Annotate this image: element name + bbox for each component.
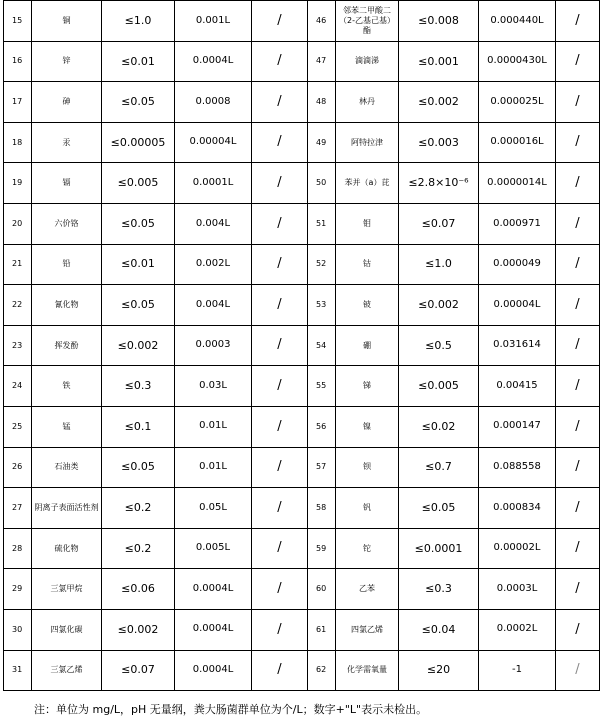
limit-value: ≤0.002 (399, 82, 479, 123)
result-value: 0.002L (175, 244, 252, 285)
item-name: 铍 (336, 285, 399, 326)
item-name: 钒 (336, 488, 399, 529)
item-name: 石油类 (32, 447, 102, 488)
limit-value: ≤0.01 (102, 244, 175, 285)
remark: / (252, 488, 308, 529)
item-name: 阴离子表面活性剂 (32, 488, 102, 529)
result-value: 0.0004L (175, 569, 252, 610)
item-number: 54 (308, 325, 336, 366)
item-name: 三氯甲烷 (32, 569, 102, 610)
table-row (4, 41, 600, 82)
item-name: 氰化物 (32, 285, 102, 326)
remark: / (556, 122, 600, 163)
item-number: 57 (308, 447, 336, 488)
result-value: 0.0000014L (479, 163, 556, 204)
item-name: 乙苯 (336, 569, 399, 610)
item-name: 硫化物 (32, 528, 102, 569)
item-number: 50 (308, 163, 336, 204)
item-name: 镉 (32, 163, 102, 204)
remark: / (556, 650, 600, 691)
limit-value: ≤0.02 (399, 406, 479, 447)
remark: / (252, 1, 308, 42)
remark: / (252, 163, 308, 204)
remark: / (252, 569, 308, 610)
limit-value: ≤0.04 (399, 609, 479, 650)
remark: / (252, 325, 308, 366)
remark: / (252, 82, 308, 123)
result-value: 0.004L (175, 285, 252, 326)
remark: / (556, 609, 600, 650)
limit-value: ≤2.8×10⁻⁶ (399, 163, 479, 204)
item-name: 钡 (336, 447, 399, 488)
item-number: 23 (4, 325, 32, 366)
table-row (4, 122, 600, 163)
limit-value: ≤0.05 (102, 285, 175, 326)
remark: / (556, 569, 600, 610)
result-value: 0.00415 (479, 366, 556, 407)
limit-value: ≤0.008 (399, 1, 479, 42)
item-name: 六价铬 (32, 203, 102, 244)
item-number: 58 (308, 488, 336, 529)
results-table (3, 0, 600, 691)
table-row (4, 163, 600, 204)
result-value: 0.0004L (175, 609, 252, 650)
limit-value: ≤0.001 (399, 41, 479, 82)
item-number: 19 (4, 163, 32, 204)
remark: / (556, 528, 600, 569)
result-value: 0.0001L (175, 163, 252, 204)
table-row (4, 528, 600, 569)
limit-value: ≤0.005 (399, 366, 479, 407)
item-name: 三氯乙烯 (32, 650, 102, 691)
result-value: 0.0008 (175, 82, 252, 123)
table-row (4, 244, 600, 285)
item-number: 22 (4, 285, 32, 326)
item-number: 26 (4, 447, 32, 488)
limit-value: ≤0.002 (102, 325, 175, 366)
remark: / (252, 41, 308, 82)
result-value: 0.005L (175, 528, 252, 569)
result-value: 0.000147 (479, 406, 556, 447)
item-name: 阿特拉津 (336, 122, 399, 163)
item-name: 锰 (32, 406, 102, 447)
item-name: 硼 (336, 325, 399, 366)
result-value: 0.00002L (479, 528, 556, 569)
result-value: 0.000016L (479, 122, 556, 163)
item-name: 四氯乙烯 (336, 609, 399, 650)
result-value: 0.00004L (479, 285, 556, 326)
limit-value: ≤0.2 (102, 528, 175, 569)
item-name: 苯并（a）芘 (336, 163, 399, 204)
limit-value: ≤0.5 (399, 325, 479, 366)
item-name: 林丹 (336, 82, 399, 123)
item-name: 镍 (336, 406, 399, 447)
limit-value: ≤0.0001 (399, 528, 479, 569)
item-name: 挥发酚 (32, 325, 102, 366)
result-value: 0.001L (175, 1, 252, 42)
table-row (4, 447, 600, 488)
limit-value: ≤0.07 (399, 203, 479, 244)
remark: / (556, 1, 600, 42)
remark: / (252, 366, 308, 407)
table-row (4, 82, 600, 123)
result-value: 0.01L (175, 406, 252, 447)
item-name: 滴滴涕 (336, 41, 399, 82)
remark: / (252, 447, 308, 488)
result-value: 0.000440L (479, 1, 556, 42)
item-number: 16 (4, 41, 32, 82)
results-table-body (4, 1, 600, 691)
table-row (4, 285, 600, 326)
item-number: 20 (4, 203, 32, 244)
table-row (4, 569, 600, 610)
remark: / (556, 488, 600, 529)
item-number: 46 (308, 1, 336, 42)
limit-value: ≤0.01 (102, 41, 175, 82)
item-name: 砷 (32, 82, 102, 123)
item-number: 15 (4, 1, 32, 42)
item-number: 30 (4, 609, 32, 650)
result-value: 0.000025L (479, 82, 556, 123)
table-row (4, 325, 600, 366)
remark: / (252, 122, 308, 163)
remark: / (252, 406, 308, 447)
remark: / (556, 203, 600, 244)
item-number: 48 (308, 82, 336, 123)
limit-value: ≤0.05 (102, 447, 175, 488)
result-value: 0.004L (175, 203, 252, 244)
item-number: 51 (308, 203, 336, 244)
result-value: 0.0004L (175, 41, 252, 82)
item-number: 49 (308, 122, 336, 163)
item-name: 锑 (336, 366, 399, 407)
item-number: 62 (308, 650, 336, 691)
remark: / (556, 82, 600, 123)
limit-value: ≤20 (399, 650, 479, 691)
item-number: 56 (308, 406, 336, 447)
item-name: 化学需氧量 (336, 650, 399, 691)
item-number: 47 (308, 41, 336, 82)
item-number: 18 (4, 122, 32, 163)
remark: / (556, 325, 600, 366)
result-value: 0.000971 (479, 203, 556, 244)
item-number: 52 (308, 244, 336, 285)
results-table-wrapper (3, 0, 599, 691)
result-value: 0.000834 (479, 488, 556, 529)
item-number: 60 (308, 569, 336, 610)
remark: / (556, 447, 600, 488)
remark: / (556, 285, 600, 326)
limit-value: ≤0.005 (102, 163, 175, 204)
remark: / (252, 528, 308, 569)
limit-value: ≤0.3 (399, 569, 479, 610)
item-number: 59 (308, 528, 336, 569)
remark: / (252, 203, 308, 244)
item-name: 四氯化碳 (32, 609, 102, 650)
result-value: 0.0003L (479, 569, 556, 610)
limit-value: ≤0.3 (102, 366, 175, 407)
limit-value: ≤1.0 (102, 1, 175, 42)
remark: / (556, 163, 600, 204)
result-value: 0.05L (175, 488, 252, 529)
result-value: 0.00004L (175, 122, 252, 163)
remark: / (252, 609, 308, 650)
limit-value: ≤0.05 (102, 82, 175, 123)
item-number: 25 (4, 406, 32, 447)
item-number: 29 (4, 569, 32, 610)
item-number: 24 (4, 366, 32, 407)
limit-value: ≤0.1 (102, 406, 175, 447)
result-value: -1 (479, 650, 556, 691)
limit-value: ≤0.002 (399, 285, 479, 326)
table-row (4, 650, 600, 691)
item-number: 53 (308, 285, 336, 326)
result-value: 0.0002L (479, 609, 556, 650)
limit-value: ≤0.07 (102, 650, 175, 691)
remark: / (556, 244, 600, 285)
item-name: 钼 (336, 203, 399, 244)
result-value: 0.0004L (175, 650, 252, 691)
remark: / (556, 41, 600, 82)
result-value: 0.0000430L (479, 41, 556, 82)
limit-value: ≤0.7 (399, 447, 479, 488)
result-value: 0.088558 (479, 447, 556, 488)
item-number: 21 (4, 244, 32, 285)
item-name: 邻苯二甲酸二（2-乙基己基）酯 (336, 1, 399, 42)
item-name: 汞 (32, 122, 102, 163)
result-value: 0.03L (175, 366, 252, 407)
item-name: 钴 (336, 244, 399, 285)
item-name: 铁 (32, 366, 102, 407)
result-value: 0.01L (175, 447, 252, 488)
remark: / (556, 406, 600, 447)
table-row (4, 488, 600, 529)
table-row (4, 406, 600, 447)
item-name: 铅 (32, 244, 102, 285)
item-number: 28 (4, 528, 32, 569)
limit-value: ≤0.00005 (102, 122, 175, 163)
remark: / (252, 244, 308, 285)
table-row (4, 203, 600, 244)
item-number: 31 (4, 650, 32, 691)
item-name: 铜 (32, 1, 102, 42)
table-row (4, 609, 600, 650)
item-number: 27 (4, 488, 32, 529)
limit-value: ≤0.05 (399, 488, 479, 529)
table-row (4, 1, 600, 42)
result-value: 0.000049 (479, 244, 556, 285)
limit-value: ≤0.06 (102, 569, 175, 610)
table-row (4, 366, 600, 407)
result-value: 0.0003 (175, 325, 252, 366)
item-name: 锌 (32, 41, 102, 82)
limit-value: ≤0.2 (102, 488, 175, 529)
item-number: 17 (4, 82, 32, 123)
limit-value: ≤0.003 (399, 122, 479, 163)
remark: / (252, 650, 308, 691)
remark: / (252, 285, 308, 326)
footnote: 注：单位为 mg/L，pH 无量纲，粪大肠菌群单位为个/L；数字+"L"表示未检出。 (34, 703, 428, 716)
remark: / (556, 366, 600, 407)
item-name: 铊 (336, 528, 399, 569)
result-value: 0.031614 (479, 325, 556, 366)
limit-value: ≤0.002 (102, 609, 175, 650)
limit-value: ≤0.05 (102, 203, 175, 244)
item-number: 55 (308, 366, 336, 407)
limit-value: ≤1.0 (399, 244, 479, 285)
item-number: 61 (308, 609, 336, 650)
